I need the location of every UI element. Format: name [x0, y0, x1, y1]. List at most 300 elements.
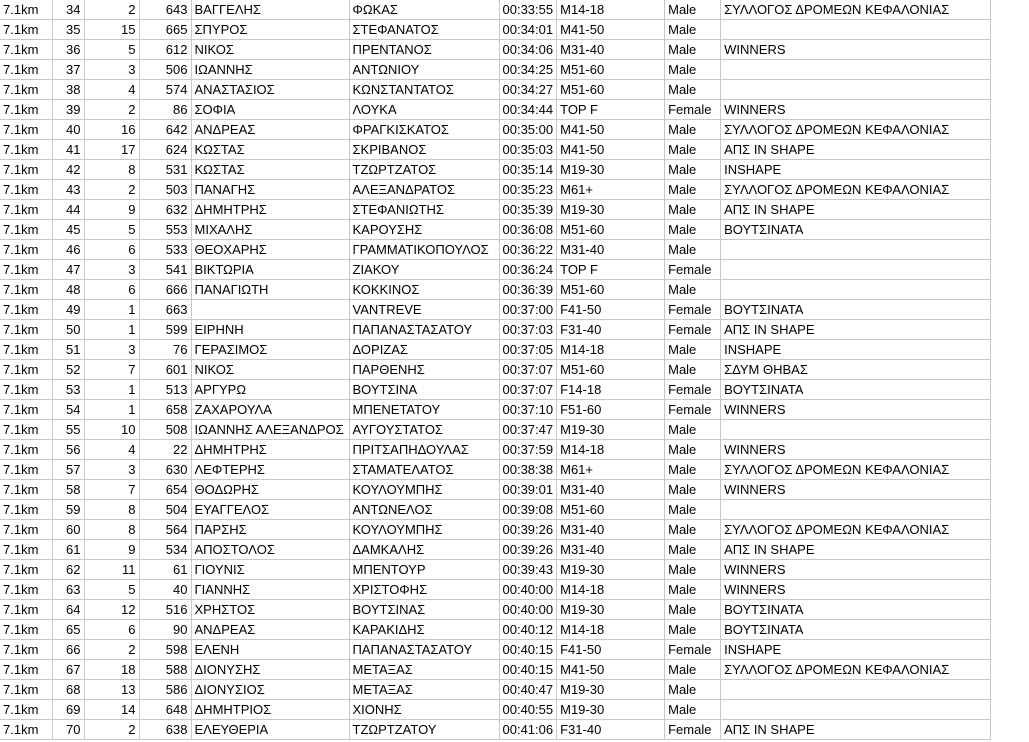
category-position-cell[interactable]: 8 [84, 160, 139, 180]
time-cell[interactable]: 00:37:00 [499, 300, 557, 320]
first-name-cell[interactable]: ΙΩΑΝΝΗΣ ΑΛΕΞΑΝΔΡΟΣ [191, 420, 349, 440]
bib-cell[interactable]: 630 [139, 460, 191, 480]
category-position-cell[interactable]: 1 [84, 320, 139, 340]
category-cell[interactable]: M19-30 [557, 600, 665, 620]
time-cell[interactable]: 00:35:23 [499, 180, 557, 200]
time-cell[interactable]: 00:36:24 [499, 260, 557, 280]
club-cell[interactable]: INSHAPE [721, 640, 991, 660]
time-cell[interactable]: 00:40:47 [499, 680, 557, 700]
club-cell[interactable]: WINNERS [721, 100, 991, 120]
last-name-cell[interactable]: ΒΟΥΤΣΙΝΑΣ [349, 600, 499, 620]
time-cell[interactable]: 00:40:12 [499, 620, 557, 640]
category-position-cell[interactable]: 8 [84, 500, 139, 520]
category-position-cell[interactable]: 6 [84, 620, 139, 640]
time-cell[interactable]: 00:40:55 [499, 700, 557, 720]
category-position-cell[interactable]: 2 [84, 100, 139, 120]
category-position-cell[interactable]: 5 [84, 40, 139, 60]
first-name-cell[interactable]: ΛΕΦΤΕΡΗΣ [191, 460, 349, 480]
last-name-cell[interactable]: ΠΡΙΤΣΑΠΗΔΟΥΛΑΣ [349, 440, 499, 460]
first-name-cell[interactable] [191, 300, 349, 320]
category-cell[interactable]: M19-30 [557, 200, 665, 220]
bib-cell[interactable]: 90 [139, 620, 191, 640]
first-name-cell[interactable]: ΔΙΟΝΥΣΗΣ [191, 660, 349, 680]
last-name-cell[interactable]: ΠΡΕΝΤΑΝΟΣ [349, 40, 499, 60]
gender-cell[interactable]: Male [665, 440, 721, 460]
bib-cell[interactable]: 601 [139, 360, 191, 380]
category-cell[interactable]: F51-60 [557, 400, 665, 420]
last-name-cell[interactable]: ΑΝΤΩΝΙΟΥ [349, 60, 499, 80]
last-name-cell[interactable]: ΜΕΤΑΞΑΣ [349, 680, 499, 700]
first-name-cell[interactable]: ΕΙΡΗΝΗ [191, 320, 349, 340]
distance-cell[interactable]: 7.1km [0, 720, 52, 740]
gender-cell[interactable]: Female [665, 640, 721, 660]
distance-cell[interactable]: 7.1km [0, 540, 52, 560]
last-name-cell[interactable]: ΔΟΡΙΖΑΣ [349, 340, 499, 360]
first-name-cell[interactable]: ΓΙΑΝΝΗΣ [191, 580, 349, 600]
distance-cell[interactable]: 7.1km [0, 120, 52, 140]
time-cell[interactable]: 00:40:15 [499, 640, 557, 660]
gender-cell[interactable]: Male [665, 160, 721, 180]
club-cell[interactable]: WINNERS [721, 400, 991, 420]
last-name-cell[interactable]: ΑΝΤΩΝΕΛΟΣ [349, 500, 499, 520]
first-name-cell[interactable]: ΒΑΓΓΕΛΗΣ [191, 0, 349, 20]
first-name-cell[interactable]: ΔΗΜΗΤΡΙΟΣ [191, 700, 349, 720]
overall-position-cell[interactable]: 61 [52, 540, 84, 560]
category-position-cell[interactable]: 3 [84, 460, 139, 480]
bib-cell[interactable]: 513 [139, 380, 191, 400]
last-name-cell[interactable]: ΣΤΕΦΑΝΙΩΤΗΣ [349, 200, 499, 220]
category-cell[interactable]: M19-30 [557, 700, 665, 720]
category-cell[interactable]: F14-18 [557, 380, 665, 400]
gender-cell[interactable]: Male [665, 60, 721, 80]
overall-position-cell[interactable]: 36 [52, 40, 84, 60]
category-cell[interactable]: TOP F [557, 260, 665, 280]
bib-cell[interactable]: 40 [139, 580, 191, 600]
club-cell[interactable] [721, 20, 991, 40]
club-cell[interactable]: ΣΥΛΛΟΓΟΣ ΔΡΟΜΕΩΝ ΚΕΦΑΛΟΝΙΑΣ [721, 460, 991, 480]
overall-position-cell[interactable]: 66 [52, 640, 84, 660]
last-name-cell[interactable]: ΑΛΕΞΑΝΔΡΑΤΟΣ [349, 180, 499, 200]
time-cell[interactable]: 00:39:26 [499, 540, 557, 560]
category-position-cell[interactable]: 3 [84, 60, 139, 80]
time-cell[interactable]: 00:36:08 [499, 220, 557, 240]
first-name-cell[interactable]: ΜΙΧΑΛΗΣ [191, 220, 349, 240]
last-name-cell[interactable]: ΖΙΑΚΟΥ [349, 260, 499, 280]
gender-cell[interactable]: Female [665, 380, 721, 400]
bib-cell[interactable]: 61 [139, 560, 191, 580]
category-position-cell[interactable]: 1 [84, 400, 139, 420]
distance-cell[interactable]: 7.1km [0, 660, 52, 680]
bib-cell[interactable]: 598 [139, 640, 191, 660]
category-cell[interactable]: F31-40 [557, 320, 665, 340]
time-cell[interactable]: 00:37:03 [499, 320, 557, 340]
time-cell[interactable]: 00:37:05 [499, 340, 557, 360]
club-cell[interactable]: ΑΠΣ IN SHAPE [721, 200, 991, 220]
club-cell[interactable] [721, 420, 991, 440]
time-cell[interactable]: 00:36:22 [499, 240, 557, 260]
time-cell[interactable]: 00:33:55 [499, 0, 557, 20]
category-cell[interactable]: M19-30 [557, 160, 665, 180]
bib-cell[interactable]: 586 [139, 680, 191, 700]
category-cell[interactable]: M61+ [557, 460, 665, 480]
time-cell[interactable]: 00:34:06 [499, 40, 557, 60]
first-name-cell[interactable]: ΑΝΔΡΕΑΣ [191, 120, 349, 140]
distance-cell[interactable]: 7.1km [0, 360, 52, 380]
club-cell[interactable]: WINNERS [721, 40, 991, 60]
last-name-cell[interactable]: ΠΑΡΘΕΝΗΣ [349, 360, 499, 380]
overall-position-cell[interactable]: 44 [52, 200, 84, 220]
club-cell[interactable] [721, 700, 991, 720]
first-name-cell[interactable]: ΕΛΕΝΗ [191, 640, 349, 660]
distance-cell[interactable]: 7.1km [0, 420, 52, 440]
category-cell[interactable]: M31-40 [557, 480, 665, 500]
category-cell[interactable]: TOP F [557, 100, 665, 120]
category-cell[interactable]: M14-18 [557, 340, 665, 360]
last-name-cell[interactable]: VANTREVE [349, 300, 499, 320]
overall-position-cell[interactable]: 52 [52, 360, 84, 380]
overall-position-cell[interactable]: 59 [52, 500, 84, 520]
gender-cell[interactable]: Male [665, 0, 721, 20]
category-position-cell[interactable]: 15 [84, 20, 139, 40]
time-cell[interactable]: 00:35:00 [499, 120, 557, 140]
category-cell[interactable]: M31-40 [557, 540, 665, 560]
last-name-cell[interactable]: ΛΟΥΚΑ [349, 100, 499, 120]
category-position-cell[interactable]: 1 [84, 380, 139, 400]
bib-cell[interactable]: 658 [139, 400, 191, 420]
gender-cell[interactable]: Male [665, 180, 721, 200]
category-position-cell[interactable]: 3 [84, 340, 139, 360]
gender-cell[interactable]: Male [665, 480, 721, 500]
category-position-cell[interactable]: 13 [84, 680, 139, 700]
overall-position-cell[interactable]: 57 [52, 460, 84, 480]
overall-position-cell[interactable]: 58 [52, 480, 84, 500]
gender-cell[interactable]: Male [665, 560, 721, 580]
category-position-cell[interactable]: 9 [84, 200, 139, 220]
category-position-cell[interactable]: 4 [84, 80, 139, 100]
bib-cell[interactable]: 531 [139, 160, 191, 180]
category-position-cell[interactable]: 6 [84, 240, 139, 260]
first-name-cell[interactable]: ΠΑΡΣΗΣ [191, 520, 349, 540]
bib-cell[interactable]: 533 [139, 240, 191, 260]
club-cell[interactable]: ΒΟΥΤΣΙΝΑΤΑ [721, 220, 991, 240]
first-name-cell[interactable]: ΔΗΜΗΤΡΗΣ [191, 200, 349, 220]
gender-cell[interactable]: Male [665, 700, 721, 720]
bib-cell[interactable]: 503 [139, 180, 191, 200]
category-cell[interactable]: M41-50 [557, 120, 665, 140]
first-name-cell[interactable]: ΑΠΟΣΤΟΛΟΣ [191, 540, 349, 560]
club-cell[interactable]: ΣΥΛΛΟΓΟΣ ΔΡΟΜΕΩΝ ΚΕΦΑΛΟΝΙΑΣ [721, 0, 991, 20]
club-cell[interactable]: ΑΠΣ IN SHAPE [721, 540, 991, 560]
overall-position-cell[interactable]: 67 [52, 660, 84, 680]
gender-cell[interactable]: Male [665, 280, 721, 300]
gender-cell[interactable]: Male [665, 660, 721, 680]
gender-cell[interactable]: Female [665, 400, 721, 420]
distance-cell[interactable]: 7.1km [0, 380, 52, 400]
first-name-cell[interactable]: ΑΝΑΣΤΑΣΙΟΣ [191, 80, 349, 100]
time-cell[interactable]: 00:34:44 [499, 100, 557, 120]
distance-cell[interactable]: 7.1km [0, 240, 52, 260]
bib-cell[interactable]: 22 [139, 440, 191, 460]
bib-cell[interactable]: 86 [139, 100, 191, 120]
category-position-cell[interactable]: 1 [84, 300, 139, 320]
bib-cell[interactable]: 534 [139, 540, 191, 560]
last-name-cell[interactable]: ΠΑΠΑΝΑΣΤΑΣΑΤΟΥ [349, 640, 499, 660]
gender-cell[interactable]: Male [665, 540, 721, 560]
first-name-cell[interactable]: ΚΩΣΤΑΣ [191, 160, 349, 180]
last-name-cell[interactable]: ΧΙΟΝΗΣ [349, 700, 499, 720]
overall-position-cell[interactable]: 49 [52, 300, 84, 320]
category-position-cell[interactable]: 18 [84, 660, 139, 680]
distance-cell[interactable]: 7.1km [0, 140, 52, 160]
bib-cell[interactable]: 642 [139, 120, 191, 140]
distance-cell[interactable]: 7.1km [0, 520, 52, 540]
distance-cell[interactable]: 7.1km [0, 320, 52, 340]
distance-cell[interactable]: 7.1km [0, 600, 52, 620]
first-name-cell[interactable]: ΚΩΣΤΑΣ [191, 140, 349, 160]
club-cell[interactable] [721, 680, 991, 700]
distance-cell[interactable]: 7.1km [0, 440, 52, 460]
club-cell[interactable]: ΣΥΛΛΟΓΟΣ ΔΡΟΜΕΩΝ ΚΕΦΑΛΟΝΙΑΣ [721, 520, 991, 540]
time-cell[interactable]: 00:37:59 [499, 440, 557, 460]
category-position-cell[interactable]: 14 [84, 700, 139, 720]
club-cell[interactable]: INSHAPE [721, 340, 991, 360]
last-name-cell[interactable]: ΓΡΑΜΜΑΤΙΚΟΠΟΥΛΟΣ [349, 240, 499, 260]
last-name-cell[interactable]: ΣΤΕΦΑΝΑΤΟΣ [349, 20, 499, 40]
category-cell[interactable]: M51-60 [557, 360, 665, 380]
club-cell[interactable]: ΒΟΥΤΣΙΝΑΤΑ [721, 380, 991, 400]
overall-position-cell[interactable]: 53 [52, 380, 84, 400]
bib-cell[interactable]: 541 [139, 260, 191, 280]
first-name-cell[interactable]: ΠΑΝΑΓΙΩΤΗ [191, 280, 349, 300]
overall-position-cell[interactable]: 51 [52, 340, 84, 360]
club-cell[interactable] [721, 240, 991, 260]
gender-cell[interactable]: Male [665, 420, 721, 440]
gender-cell[interactable]: Male [665, 360, 721, 380]
gender-cell[interactable]: Male [665, 80, 721, 100]
category-cell[interactable]: M51-60 [557, 500, 665, 520]
time-cell[interactable]: 00:35:03 [499, 140, 557, 160]
bib-cell[interactable]: 564 [139, 520, 191, 540]
overall-position-cell[interactable]: 69 [52, 700, 84, 720]
category-cell[interactable]: M51-60 [557, 280, 665, 300]
last-name-cell[interactable]: ΧΡΙΣΤΟΦΗΣ [349, 580, 499, 600]
gender-cell[interactable]: Male [665, 200, 721, 220]
distance-cell[interactable]: 7.1km [0, 680, 52, 700]
category-position-cell[interactable]: 7 [84, 360, 139, 380]
club-cell[interactable] [721, 80, 991, 100]
first-name-cell[interactable]: ΑΝΔΡΕΑΣ [191, 620, 349, 640]
distance-cell[interactable]: 7.1km [0, 560, 52, 580]
time-cell[interactable]: 00:36:39 [499, 280, 557, 300]
last-name-cell[interactable]: ΒΟΥΤΣΙΝΑ [349, 380, 499, 400]
distance-cell[interactable]: 7.1km [0, 200, 52, 220]
club-cell[interactable]: WINNERS [721, 480, 991, 500]
time-cell[interactable]: 00:40:15 [499, 660, 557, 680]
category-cell[interactable]: M14-18 [557, 580, 665, 600]
gender-cell[interactable]: Female [665, 100, 721, 120]
overall-position-cell[interactable]: 50 [52, 320, 84, 340]
gender-cell[interactable]: Male [665, 680, 721, 700]
category-position-cell[interactable]: 3 [84, 260, 139, 280]
distance-cell[interactable]: 7.1km [0, 580, 52, 600]
last-name-cell[interactable]: ΜΠΕΝΕΤΑΤΟΥ [349, 400, 499, 420]
time-cell[interactable]: 00:35:39 [499, 200, 557, 220]
club-cell[interactable] [721, 260, 991, 280]
distance-cell[interactable]: 7.1km [0, 280, 52, 300]
category-position-cell[interactable]: 2 [84, 180, 139, 200]
category-cell[interactable]: M61+ [557, 180, 665, 200]
club-cell[interactable]: ΣΥΛΛΟΓΟΣ ΔΡΟΜΕΩΝ ΚΕΦΑΛΟΝΙΑΣ [721, 120, 991, 140]
last-name-cell[interactable]: ΚΑΡΟΥΣΗΣ [349, 220, 499, 240]
category-cell[interactable]: M31-40 [557, 40, 665, 60]
bib-cell[interactable]: 553 [139, 220, 191, 240]
club-cell[interactable]: ΑΠΣ IN SHAPE [721, 320, 991, 340]
bib-cell[interactable]: 508 [139, 420, 191, 440]
club-cell[interactable]: WINNERS [721, 440, 991, 460]
category-position-cell[interactable]: 17 [84, 140, 139, 160]
club-cell[interactable]: INSHAPE [721, 160, 991, 180]
gender-cell[interactable]: Male [665, 40, 721, 60]
time-cell[interactable]: 00:39:01 [499, 480, 557, 500]
overall-position-cell[interactable]: 68 [52, 680, 84, 700]
time-cell[interactable]: 00:37:07 [499, 360, 557, 380]
overall-position-cell[interactable]: 62 [52, 560, 84, 580]
time-cell[interactable]: 00:39:26 [499, 520, 557, 540]
club-cell[interactable] [721, 60, 991, 80]
category-position-cell[interactable]: 5 [84, 580, 139, 600]
overall-position-cell[interactable]: 43 [52, 180, 84, 200]
bib-cell[interactable]: 624 [139, 140, 191, 160]
last-name-cell[interactable]: ΠΑΠΑΝΑΣΤΑΣΑΤΟΥ [349, 320, 499, 340]
last-name-cell[interactable]: ΣΤΑΜΑΤΕΛΑΤΟΣ [349, 460, 499, 480]
time-cell[interactable]: 00:34:01 [499, 20, 557, 40]
overall-position-cell[interactable]: 54 [52, 400, 84, 420]
distance-cell[interactable]: 7.1km [0, 100, 52, 120]
club-cell[interactable]: ΑΠΣ IN SHAPE [721, 140, 991, 160]
first-name-cell[interactable]: ΧΡΗΣΤΟΣ [191, 600, 349, 620]
bib-cell[interactable]: 632 [139, 200, 191, 220]
category-position-cell[interactable]: 4 [84, 440, 139, 460]
overall-position-cell[interactable]: 60 [52, 520, 84, 540]
category-cell[interactable]: M14-18 [557, 0, 665, 20]
last-name-cell[interactable]: ΚΟΚΚΙΝΟΣ [349, 280, 499, 300]
overall-position-cell[interactable]: 38 [52, 80, 84, 100]
gender-cell[interactable]: Male [665, 120, 721, 140]
first-name-cell[interactable]: ΔΗΜΗΤΡΗΣ [191, 440, 349, 460]
category-position-cell[interactable]: 11 [84, 560, 139, 580]
gender-cell[interactable]: Male [665, 520, 721, 540]
club-cell[interactable]: ΑΠΣ IN SHAPE [721, 720, 991, 740]
time-cell[interactable]: 00:39:08 [499, 500, 557, 520]
first-name-cell[interactable]: ΣΠΥΡΟΣ [191, 20, 349, 40]
overall-position-cell[interactable]: 70 [52, 720, 84, 740]
bib-cell[interactable]: 643 [139, 0, 191, 20]
time-cell[interactable]: 00:34:25 [499, 60, 557, 80]
time-cell[interactable]: 00:34:27 [499, 80, 557, 100]
last-name-cell[interactable]: ΚΟΥΛΟΥΜΠΗΣ [349, 480, 499, 500]
gender-cell[interactable]: Female [665, 300, 721, 320]
category-cell[interactable]: M14-18 [557, 440, 665, 460]
category-position-cell[interactable]: 12 [84, 600, 139, 620]
last-name-cell[interactable]: ΚΑΡΑΚΙΔΗΣ [349, 620, 499, 640]
overall-position-cell[interactable]: 39 [52, 100, 84, 120]
time-cell[interactable]: 00:37:47 [499, 420, 557, 440]
distance-cell[interactable]: 7.1km [0, 500, 52, 520]
first-name-cell[interactable]: ΝΙΚΟΣ [191, 360, 349, 380]
bib-cell[interactable]: 599 [139, 320, 191, 340]
gender-cell[interactable]: Male [665, 20, 721, 40]
last-name-cell[interactable]: ΔΑΜΚΑΛΗΣ [349, 540, 499, 560]
category-cell[interactable]: M41-50 [557, 20, 665, 40]
first-name-cell[interactable]: ΠΑΝΑΓΗΣ [191, 180, 349, 200]
gender-cell[interactable]: Female [665, 260, 721, 280]
time-cell[interactable]: 00:39:43 [499, 560, 557, 580]
category-position-cell[interactable]: 2 [84, 720, 139, 740]
category-position-cell[interactable]: 2 [84, 0, 139, 20]
overall-position-cell[interactable]: 46 [52, 240, 84, 260]
overall-position-cell[interactable]: 34 [52, 0, 84, 20]
first-name-cell[interactable]: ΕΛΕΥΘΕΡΙΑ [191, 720, 349, 740]
last-name-cell[interactable]: ΦΩΚΑΣ [349, 0, 499, 20]
distance-cell[interactable]: 7.1km [0, 260, 52, 280]
gender-cell[interactable]: Male [665, 600, 721, 620]
first-name-cell[interactable]: ΓΕΡΑΣΙΜΟΣ [191, 340, 349, 360]
last-name-cell[interactable]: ΦΡΑΓΚΙΣΚΑΤΟΣ [349, 120, 499, 140]
category-cell[interactable]: F31-40 [557, 720, 665, 740]
bib-cell[interactable]: 516 [139, 600, 191, 620]
distance-cell[interactable]: 7.1km [0, 0, 52, 20]
category-position-cell[interactable]: 8 [84, 520, 139, 540]
last-name-cell[interactable]: ΚΩΝΣΤΑΝΤΑΤΟΣ [349, 80, 499, 100]
time-cell[interactable]: 00:37:07 [499, 380, 557, 400]
first-name-cell[interactable]: ΓΙΟΥΝΙΣ [191, 560, 349, 580]
category-position-cell[interactable]: 10 [84, 420, 139, 440]
last-name-cell[interactable]: ΜΠΕΝΤΟΥΡ [349, 560, 499, 580]
overall-position-cell[interactable]: 41 [52, 140, 84, 160]
category-cell[interactable]: F41-50 [557, 300, 665, 320]
category-cell[interactable]: M51-60 [557, 80, 665, 100]
distance-cell[interactable]: 7.1km [0, 80, 52, 100]
time-cell[interactable]: 00:41:06 [499, 720, 557, 740]
distance-cell[interactable]: 7.1km [0, 180, 52, 200]
distance-cell[interactable]: 7.1km [0, 40, 52, 60]
bib-cell[interactable]: 665 [139, 20, 191, 40]
overall-position-cell[interactable]: 48 [52, 280, 84, 300]
overall-position-cell[interactable]: 45 [52, 220, 84, 240]
club-cell[interactable]: ΣΥΛΛΟΓΟΣ ΔΡΟΜΕΩΝ ΚΕΦΑΛΟΝΙΑΣ [721, 660, 991, 680]
distance-cell[interactable]: 7.1km [0, 460, 52, 480]
first-name-cell[interactable]: ΘΟΔΩΡΗΣ [191, 480, 349, 500]
category-cell[interactable]: M19-30 [557, 420, 665, 440]
time-cell[interactable]: 00:38:38 [499, 460, 557, 480]
last-name-cell[interactable]: ΑΥΓΟΥΣΤΑΤΟΣ [349, 420, 499, 440]
bib-cell[interactable]: 506 [139, 60, 191, 80]
first-name-cell[interactable]: ΣΟΦΙΑ [191, 100, 349, 120]
distance-cell[interactable]: 7.1km [0, 620, 52, 640]
last-name-cell[interactable]: ΜΕΤΑΞΑΣ [349, 660, 499, 680]
gender-cell[interactable]: Male [665, 140, 721, 160]
gender-cell[interactable]: Male [665, 580, 721, 600]
category-cell[interactable]: M51-60 [557, 220, 665, 240]
club-cell[interactable]: ΒΟΥΤΣΙΝΑΤΑ [721, 620, 991, 640]
distance-cell[interactable]: 7.1km [0, 700, 52, 720]
club-cell[interactable]: ΒΟΥΤΣΙΝΑΤΑ [721, 600, 991, 620]
first-name-cell[interactable]: ΘΕΟΧΑΡΗΣ [191, 240, 349, 260]
overall-position-cell[interactable]: 63 [52, 580, 84, 600]
club-cell[interactable] [721, 500, 991, 520]
distance-cell[interactable]: 7.1km [0, 160, 52, 180]
category-position-cell[interactable]: 7 [84, 480, 139, 500]
